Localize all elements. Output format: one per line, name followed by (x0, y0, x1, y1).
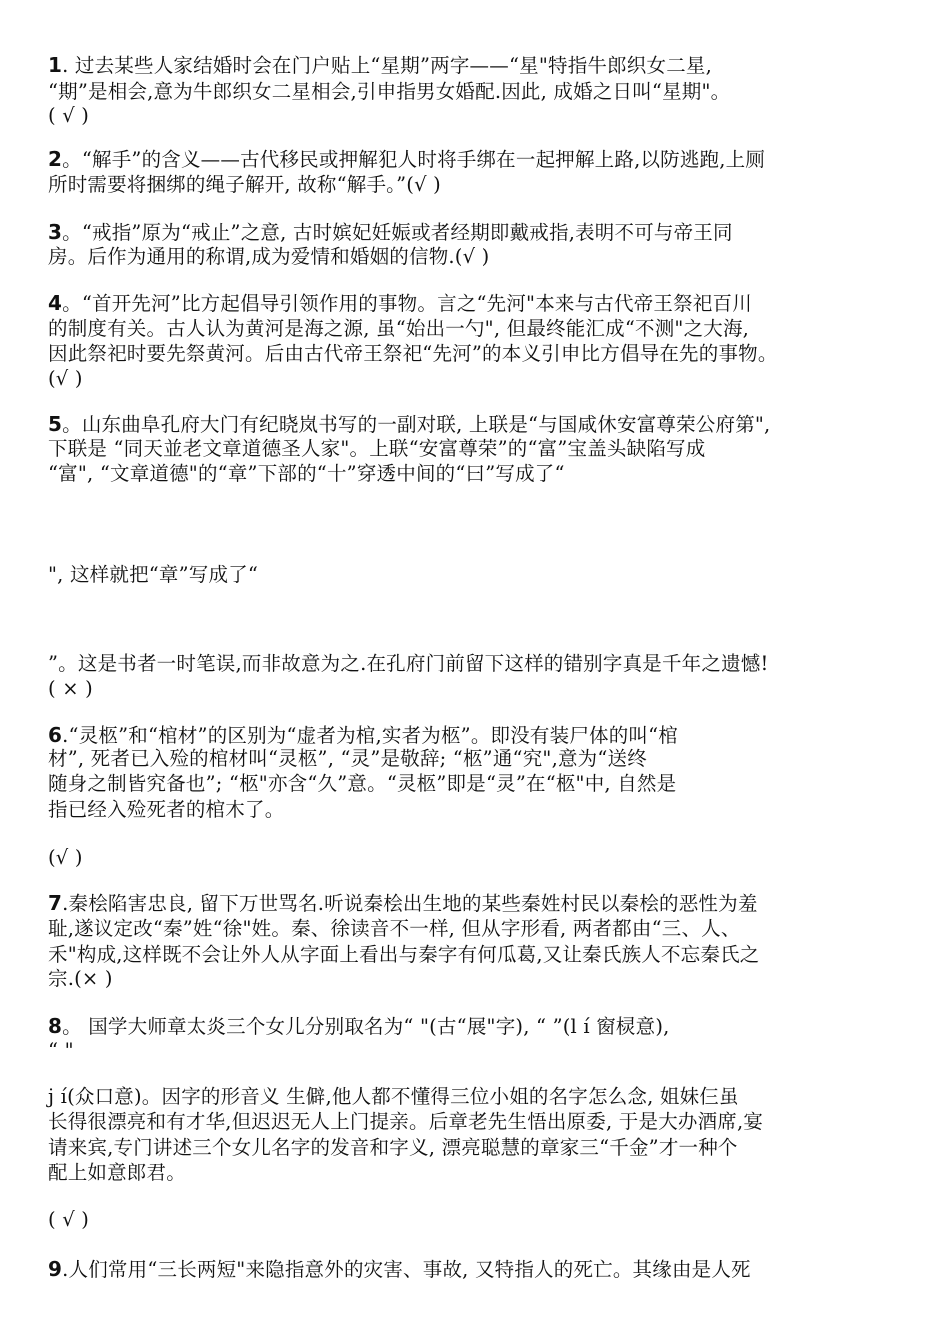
item-5-answer: ( × ) (48, 677, 93, 700)
item-6-line-1: 6.“灵柩”和“棺材”的区别为“虚者为棺,实者为柩”。即没有装尸体的叫“棺 (48, 723, 679, 747)
item-7-line-4: 宗.(× ) (48, 967, 113, 990)
item-6-answer: (√ ) (48, 846, 83, 869)
item-5-line-3: “富", “文章道德"的“章”下部的“十”穿透中间的“曰”写成了“ (48, 462, 565, 485)
item-8-line-1: 8。 国学大师章太炎三个女儿分别取名为“ "(古“展"字), “ ”(l í 窗棂意), (48, 1014, 670, 1038)
item-1-line-2: “期”是相会,意为牛郎织女二星相会,引申指男女婚配.因此, 成婚之日叫“星期"。 (48, 80, 731, 103)
item-8-line-3: j í(众口意)。因字的形音义 生僻,他人都不懂得三位小姐的名字怎么念, 姐妹仨虽 (48, 1085, 739, 1108)
item-3-number: 3 (48, 220, 63, 244)
item-5-line-2: 下联是 “同天並老文章道德圣人家"。上联“安富尊荣”的“富”宝盖头缺陷写成 (48, 437, 706, 460)
item-8-line-2: “ " (48, 1039, 74, 1062)
item-1-line-1: 1. 过去某些人家结婚时会在门户贴上“星期”两字——“星"特指牛郎织女二星, (48, 53, 712, 77)
item-8-number: 8 (48, 1014, 63, 1038)
item-5-line-4: ", 这样就把“章”写成了“ (48, 563, 259, 586)
item-4-line-1: 4。“首开先河”比方起倡导引领作用的事物。言之“先河"本来与古代帝王祭祀百川 (48, 291, 752, 315)
item-3-line-1: 3。“戒指”原为“戒止”之意, 古时嫔妃妊娠或者经期即戴戒指,表明不可与帝王同 (48, 220, 733, 244)
item-1-answer: ( √ ) (48, 104, 90, 127)
item-6-line-3: 随身之制皆究备也”; “柩"亦含“久”意。“灵柩”即是“灵”在“柩"中, 自然是 (48, 772, 677, 795)
item-6-line-2: 材”, 死者已入殓的棺材叫“灵柩”, “灵”是敬辞; “柩”通“究",意为“送终 (48, 747, 647, 770)
item-9-number: 9 (48, 1257, 63, 1281)
item-7-number: 7 (48, 891, 63, 915)
item-3-line-2: 房。后作为通用的称谓,成为爱情和婚姻的信物.(√ ) (48, 245, 490, 268)
item-2-line-1: 2。“解手”的含义——古代移民或押解犯人时将手绑在一起押解上路,以防逃跑,上厕 (48, 147, 766, 171)
item-2-number: 2 (48, 147, 63, 171)
item-2-line-2: 所时需要将捆绑的绳子解开, 故称“解手。”(√ ) (48, 173, 441, 196)
item-7-line-3: 禾"构成,这样既不会让外人从字面上看出与秦字有何瓜葛,又让秦氏族人不忘秦氏之 (48, 943, 760, 966)
item-4-line-3: 因此祭祀时要先祭黄河。后由古代帝王祭祀“先河”的本义引申比方倡导在先的事物。 (48, 342, 778, 365)
item-8-answer: ( √ ) (48, 1208, 90, 1231)
item-8-line-4: 长得很漂亮和有才华,但迟迟无人上门提亲。后章老先生悟出原委, 于是大办酒席,宴 (48, 1110, 764, 1133)
item-8-line-6: 配上如意郎君。 (48, 1161, 186, 1184)
item-6-line-4: 指已经入殓死者的棺木了。 (48, 798, 285, 821)
item-7-line-1: 7.秦桧陷害忠良, 留下万世骂名.听说秦桧出生地的某些秦姓村民以秦桧的恶性为羞 (48, 891, 758, 915)
item-6-number: 6 (48, 723, 63, 747)
item-5-line-1: 5。山东曲阜孔府大门有纪晓岚书写的一副对联, 上联是“与国咸休安富尊荣公府第", (48, 412, 771, 436)
item-4-line-2: 的制度有关。古人认为黄河是海之源, 虽“始出一勺", 但最终能汇成“不测"之大海, (48, 317, 750, 340)
item-9-line-1: 9.人们常用“三长两短"来隐指意外的灾害、事故, 又特指人的死亡。其缘由是人死 (48, 1257, 751, 1281)
item-8-line-5: 请来宾,专门讲述三个女儿名字的发音和字义, 漂亮聪慧的章家三“千金”才一种个 (48, 1136, 738, 1159)
item-1-number: 1 (48, 53, 63, 77)
item-4-number: 4 (48, 291, 63, 315)
item-5-line-5: ”。这是书者一时笔误,而非故意为之.在孔府门前留下这样的错别字真是千年之遗憾! (48, 652, 769, 675)
item-5-number: 5 (48, 412, 63, 436)
item-7-line-2: 耻,遂议定改“秦”姓“徐"姓。秦、徐读音不一样, 但从字形看, 两者都由“三、人、 (48, 917, 741, 940)
item-4-answer: (√ ) (48, 367, 83, 390)
